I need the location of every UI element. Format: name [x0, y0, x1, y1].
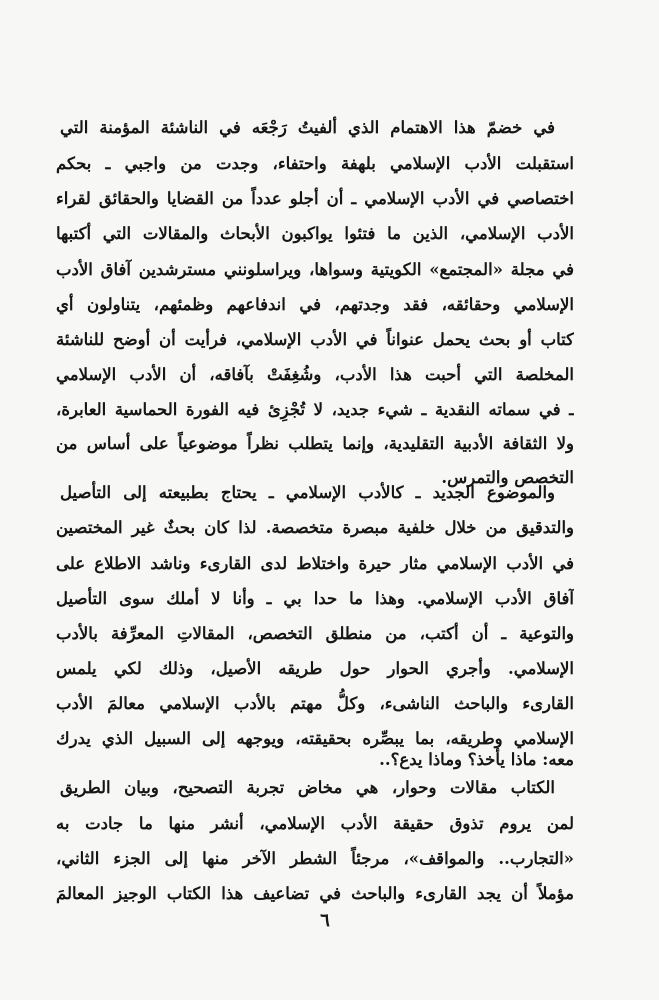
paragraph-2-line-5: والتوعية ـ أن أكتب، من منطلق التخصص، المقالاتِ المعرِّفة بالأدب [56, 624, 574, 643]
paragraph-1-line-8: المخلصة التي أحبت هذا الأدب، وشُغِفَتْ بآفاقه، أن الأدب الإسلامي [56, 365, 574, 384]
paragraph-1-line-2: استقبلت الأدب الإسلامي بلهفة واحتفاء، وجدت من واجبي ـ بحكم [56, 154, 574, 173]
paragraph-3-line-3: «التجارب.. والمواقف»، مرجئاً الشطر الآخر منها إلى الجزء الثاني، [56, 849, 574, 868]
page-number: ٦ [320, 910, 330, 931]
paragraph-2-line-7: القارىء والباحث الناشىء، وكلُّ مهتم بالأدب الإسلامي معالمَ الأدب [56, 694, 574, 713]
paragraph-2-line-1: والموضوع الجديد ـ كالأدب الإسلامي ـ يحتاج بطبيعته إلى التأصيل [60, 483, 555, 502]
paragraph-2-line-8: الإسلامي وطريقه، بما يبصِّره بحقيقته، ويوجهه إلى السبيل الذي يدرك [56, 729, 574, 748]
paragraph-2-line-6: الإسلامي. وأجري الحوار حول طريقه الأصيل، وذلك لكي يلمس [56, 659, 574, 678]
paragraph-3-line-4: مؤملاً أن يجد القارىء والباحث في تضاعيف هذا الكتاب الوجيز المعالمَ [56, 884, 574, 903]
paragraph-1-line-11: التخصص والتمرس. [441, 468, 574, 487]
paragraph-2-line-4: آفاق الأدب الإسلامي. وهذا ما حدا بي ـ وأنا لا أملك سوى التأصيل [56, 589, 574, 608]
paragraph-2-line-9: معه: ماذا يأخذ؟ وماذا يدع؟.. [379, 750, 574, 769]
paragraph-1-line-4: الأدب الإسلامي، الذين ما فتئوا يواكبون الأبحاث والمقالات التي أكتبها [56, 224, 574, 243]
paragraph-3-line-1: الكتاب مقالات وحوار، هي مخاض تجربة التصحيح، وبيان الطريق [60, 778, 555, 797]
paragraph-1-line-7: كتاب أو بحث يحمل عنواناً في الأدب الإسلامي، فرأيت أن أوضح للناشئة [56, 330, 574, 349]
paragraph-1-line-10: ولا الثقافة الأدبية التقليدية، وإنما يتطلب نظراً موضوعياً على أساس من [56, 434, 574, 453]
paragraph-1-line-3: اختصاصي في الأدب الإسلامي ـ أن أجلو عدداً من القضايا والحقائق لقراء [56, 189, 574, 208]
paragraph-2-line-3: في الأدب الإسلامي مثار حيرة واختلاط لدى القارىء وناشد الاطلاع على [56, 554, 574, 573]
paragraph-2-line-2: والتدقيق من خلال خلفية مبصرة متخصصة. لذا كان بحثٌ غير المختصين [56, 518, 574, 537]
paragraph-1-line-1: في خضمّ هذا الاهتمام الذي ألفيتُ رَجْعَه في الناشئة المؤمنة التي [60, 118, 555, 137]
paragraph-3-line-2: لمن يروم تذوق حقيقة الأدب الإسلامي، أنشر منها ما جادت به [56, 814, 574, 833]
paragraph-1-line-6: الإسلامي وحقائقه، فقد وجدتهم، في اندفاعهم وظمئهم، يتناولون أي [56, 295, 574, 314]
paragraph-1-line-5: في مجلة «المجتمع» الكويتية وسواها، ويراسلونني مسترشدين آفاق الأدب [56, 260, 574, 279]
paragraph-1-line-9: ـ في سماته النقدية ـ شيء جديد، لا تُجْزِئ فيه الفورة الحماسية العابرة، [56, 400, 574, 419]
